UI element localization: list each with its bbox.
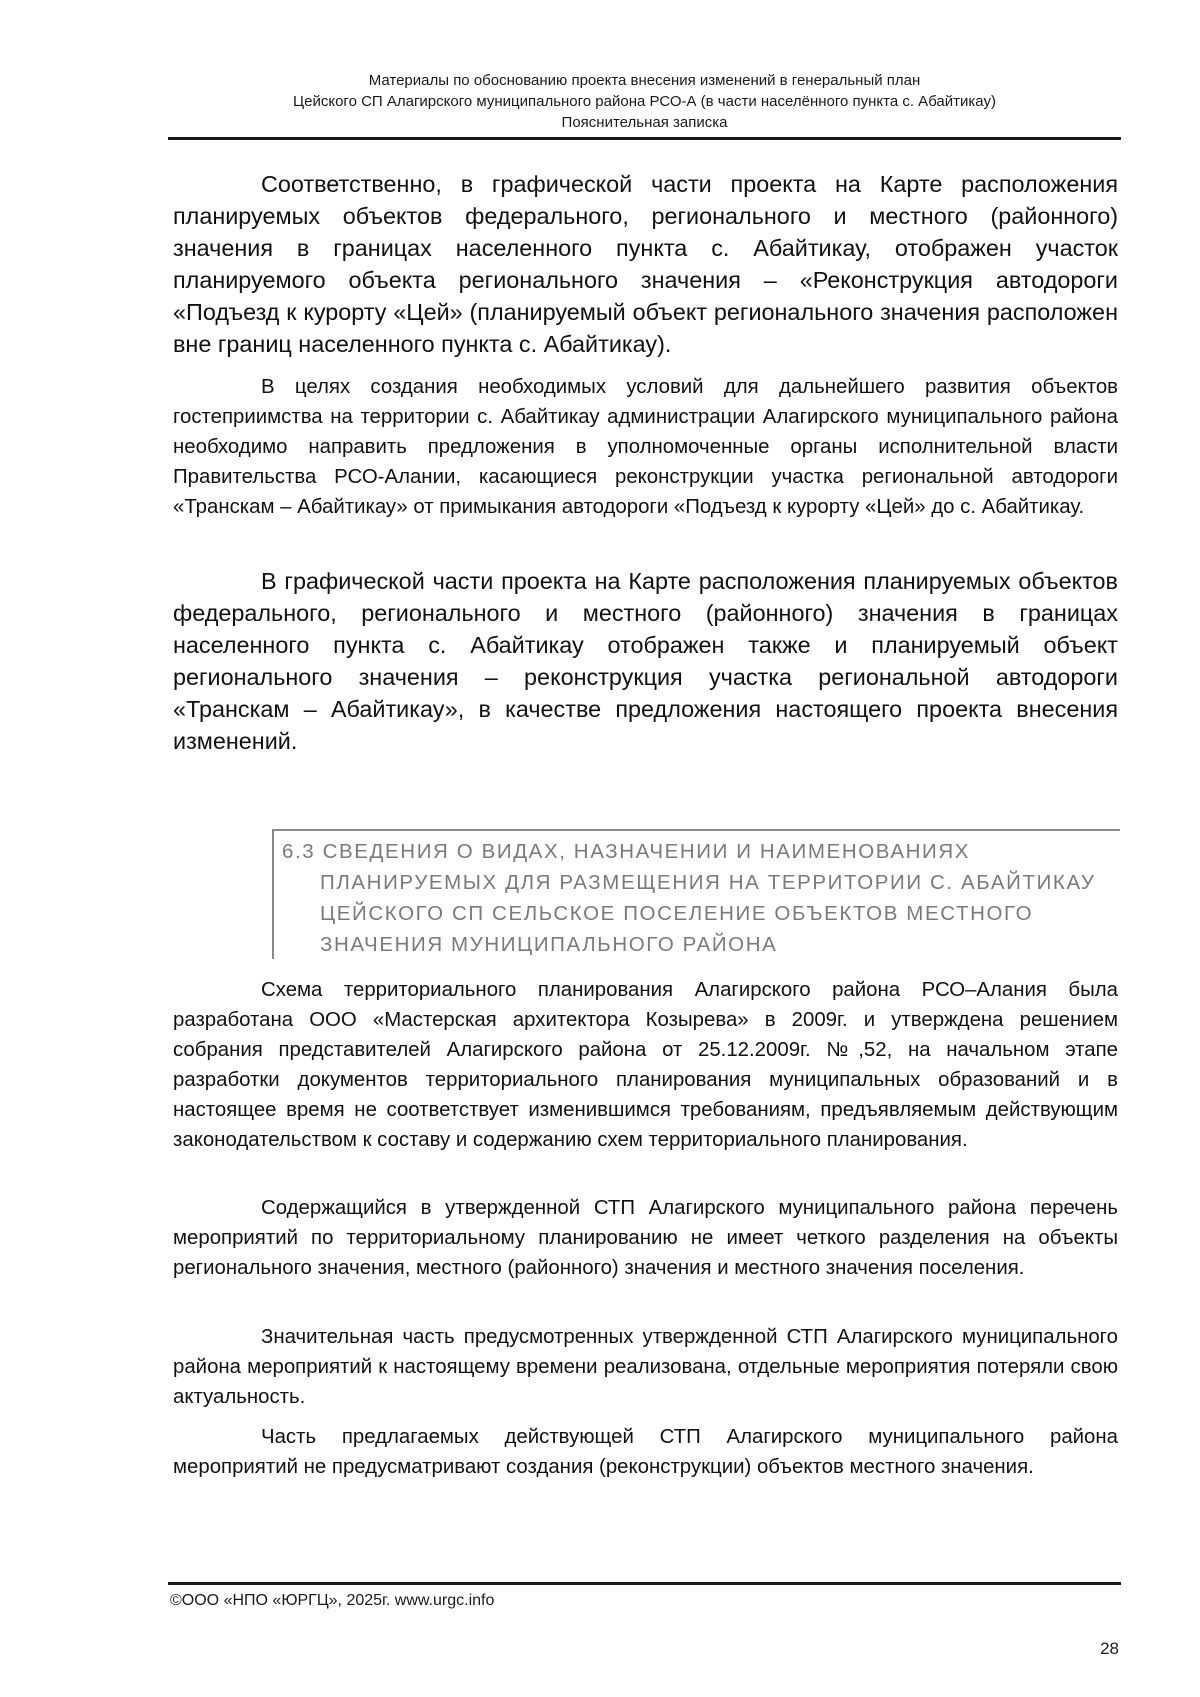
paragraph-4-block [173,975,1118,1155]
footer-divider [168,1582,1121,1585]
paragraph: Значительная часть предусмотренных утвержденной СТП Алагирского муниципального района мероприятий к настоящему времени реализована, отдельные мероприятия потеряли свою актуальность. [173,1326,1118,1408]
page-number: 28 [1100,1639,1119,1658]
header-line-3: Пояснительная записка [561,114,728,131]
paragraph: Соответственно, в графической части проекта на Карте расположения планируемых объектов федерального, регионального и местного (районного) значения в границах населенного пункта с. Абайтикау, отображен участок планируемого объекта регионального значения – «Реконструкция автодороги «Подъезд к курорту «Цей» (планируемый объект регионального значения расположен вне границ населенного пункта с. Абайтикау). [173,171,1118,357]
paragraph-5-block [173,1193,1118,1283]
page-header [168,70,1121,133]
header-line-2: Цейского СП Алагирского муниципального района РСО-А (в части населённого пункта с. Абайтикау) [293,93,996,110]
paragraph-3-block [173,565,1118,757]
paragraph: В графической части проекта на Карте расположения планируемых объектов федерального, регионального и местного (районного) значения в границах населенного пункта с. Абайтикау отображен также и планируемый объект регионального значения – реконструкция участка региональной автодороги «Транскам – Абайтикау», в качестве предложения настоящего проекта внесения изменений. [173,568,1118,754]
paragraph: Содержащийся в утвержденной СТП Алагирского муниципального района перечень мероприятий по территориальному планированию не имеет четкого разделения на объекты регионального значения, местного (районного) значения и местного значения поселения. [173,1197,1118,1279]
section-heading: 6.3 СВЕДЕНИЯ О ВИДАХ, НАЗНАЧЕНИИ И НАИМЕНОВАНИЯХ ПЛАНИРУЕМЫХ ДЛЯ РАЗМЕЩЕНИЯ НА ТЕРРИТОРИИ С. АБАЙТИКАУ ЦЕЙСКОГО СП СЕЛЬСКОЕ ПОСЕЛЕНИЕ ОБЪЕКТОВ МЕСТНОГО ЗНАЧЕНИЯ МУНИЦИПАЛЬНОГО РАЙОНА [282,840,1096,956]
header-line-1: Материалы по обоснованию проекта внесения изменений в генеральный план [368,72,921,89]
footer-copyright: ©ООО «НПО «ЮРГЦ», 2025г. www.urgc.info [170,1592,495,1609]
paragraph: Схема территориального планирования Алагирского района РСО–Алания была разработана ООО «Мастерская архитектора Козырева» в 2009г. и утверждена решением собрания представителей Алагирского района от 25.12.2009г. №,52, на начальном этапе разработки документов территориального планирования муниципальных образований и в настоящее время не соответствует изменившимся требованиям, предъявляемым действующим законодательством к составу и содержанию схем территориального планирования. [173,979,1118,1151]
paragraph-2-block [173,372,1118,522]
paragraph-6-block [173,1322,1118,1412]
paragraph-7-block [173,1422,1118,1482]
section-heading-box [272,829,1120,959]
paragraph: Часть предлагаемых действующей СТП Алагирского муниципального района мероприятий не предусматривают создания (реконструкции) объектов местного значения. [173,1426,1118,1478]
paragraph: В целях создания необходимых условий для дальнейшего развития объектов гостеприимства на территории с. Абайтикау администрации Алагирского муниципального района необходимо направить предложения в уполномоченные органы исполнительной власти Правительства РСО-Алании, касающиеся реконструкции участка региональной автодороги «Транскам – Абайтикау» от примыкания автодороги «Подъезд к курорту «Цей» до с. Абайтикау. [173,376,1118,518]
paragraph-1-block [173,168,1118,360]
header-divider [168,137,1121,140]
